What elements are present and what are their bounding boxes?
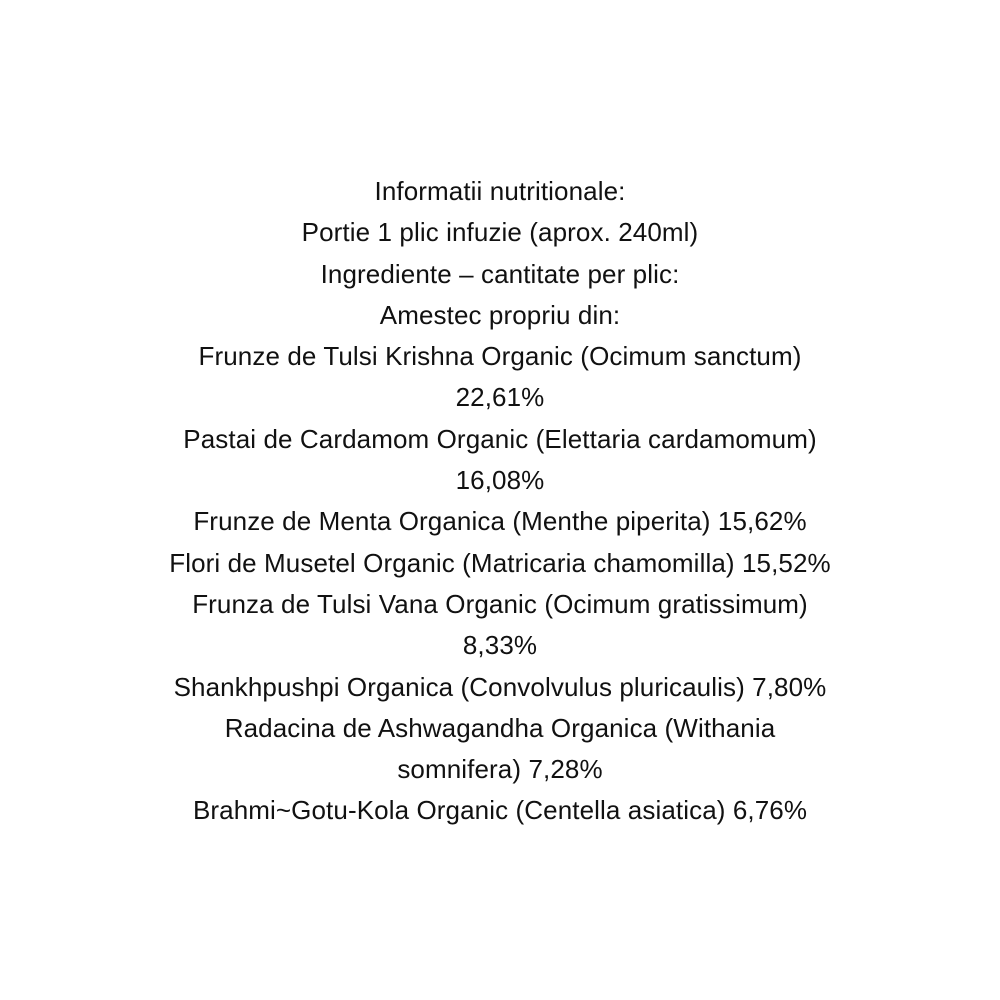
ingredients-label: Ingrediente – cantitate per plic: [320, 258, 680, 289]
ingredient-brahmi: Brahmi~Gotu-Kola Organic (Centella asiatica) 6,76% [192, 795, 808, 826]
ingredient-ashwagandha: Radacina de Ashwagandha Organica (Withania [224, 712, 776, 743]
ingredient-menta: Frunze de Menta Organica (Menthe piperita) 15,62% [193, 506, 807, 537]
title-line: Informatii nutritionale: [374, 176, 626, 206]
serving-line: Portie 1 plic infuzie (aprox. 240ml) [301, 217, 699, 248]
ingredient-cardamom: Pastai de Cardamom Organic (Elettaria cardamomum) [183, 423, 817, 454]
ingredient-tulsi-krishna-percent: 22,61% [455, 382, 545, 413]
ingredient-ashwagandha-continued: somnifera) 7,28% [397, 754, 603, 785]
nutrition-info-text [0, 171, 1000, 832]
blend-label: Amestec propriu din: [379, 299, 621, 330]
ingredient-tulsi-krishna: Frunze de Tulsi Krishna Organic (Ocimum sanctum) [198, 341, 802, 372]
ingredient-cardamom-percent: 16,08% [455, 465, 545, 496]
ingredient-musetel: Flori de Musetel Organic (Matricaria chamomilla) 15,52% [169, 547, 831, 578]
ingredient-tulsi-vana: Frunza de Tulsi Vana Organic (Ocimum gratissimum) [192, 588, 808, 619]
ingredient-tulsi-vana-percent: 8,33% [462, 630, 538, 661]
ingredient-shankhpushpi: Shankhpushpi Organica (Convolvulus pluricaulis) 7,80% [173, 671, 827, 702]
